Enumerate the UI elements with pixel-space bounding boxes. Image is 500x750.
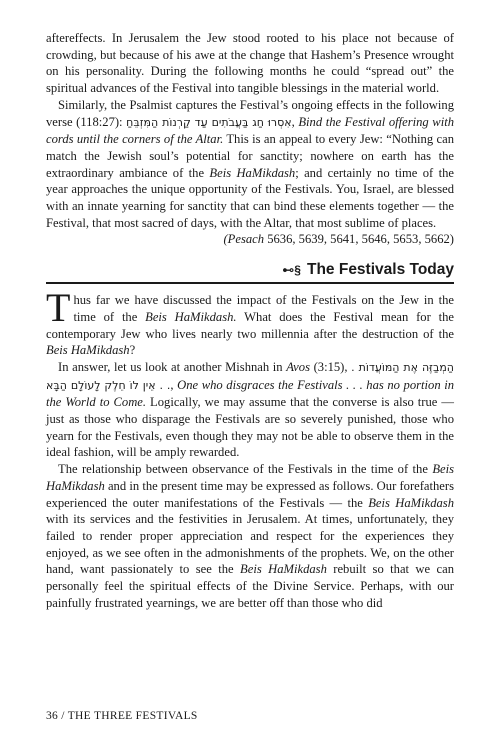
paragraph-thus-far [46,285,454,359]
hebrew-verse-psalm: אִסְרוּ חַג בַּעֲבֹתִים עַד קַרְנוֹת הַמִּזְבֵּחַ [126,115,292,129]
term-beis-hamikdash: Beis HaMikdash. [145,309,237,324]
paragraph-psalmist-body: This is an appeal to every Jew: “Nothing can match the Jewish soul’s potential for sanctity; nowhere on earth has the extraordinary ambiance of the [46,132,454,180]
paragraph-psalmist: Similarly, the Psalmist captures the Festival’s ongoing effects in the following verse (118:27): אִסְרוּ חַג בַּעֲבֹתִים עַד קַרְנוֹת הַמִּזְבֵּחַ, Bind the Festival offering with cords until the corners of the Altar. This is an appeal to every Jew: “Nothing can match the Jewish soul’s potential for sanctity; nowhere on earth has the extraordinary ambiance of the Beis HaMikdash; and certainly no time of the year approaches the unique opportunity of the Festivals. You, Israel, are blessed with an innate yearning for sanctity that can bind these elements together — the Festival, that most sacred of days, with the Altar, that most sublime of places. [46,97,455,230]
paragraph-relationship-d: rebuilt so that we can personally feel the spiritual effects of the Divine Service. Perhaps, with our painfully frustrated yearnings, we are better off than those who did [46,562,454,610]
mishnah-translation: One who disgraces the Festivals . . . has no portion in the World to Come. [46,377,455,410]
section-heading [46,261,454,284]
paragraph-aftereffects: aftereffects. In Jerusalem the Jew stood rooted to his place not because of crowding, but because of his awe at the change that Hashem’s Presence wrought on his personality. During the following months he could “spread out” the spiritual advances of the Festival into tangible blessings in the material world. [46,31,454,96]
source-citation [223,231,454,248]
term-avos: Avos [286,359,310,374]
paragraph-relationship [46,461,454,611]
term-beis-hamikdash: Beis HaMikdash [240,562,327,577]
citation-years: 5636, 5639, 5641, 5646, 5653, 5662) [264,232,454,247]
term-beis-hamikdash: Beis HaMikdash [46,462,454,493]
paragraph-relationship-c: with its services and the festivities in Jerusalem. At times, unfortunately, they failed to render proper appreciation and respect for the experiences they enjoyed, as we see often in the admonishments of the prophets. We, on the other hand, want passionately to see the [46,512,454,577]
verse-translation: Bind the Festival offering with cords until the corners of the Altar. [46,114,454,147]
term-beis-hamikdash: Beis HaMikdash [209,165,296,180]
drop-cap: T [46,285,71,331]
term-beis-hamikdash: Beis HaMikdash [46,343,130,358]
paragraph-in-answer-c: Logically, we may assume that the converse is also true — just as those who disparage the Festivals are so severely punished, those who yearn for the Festivals, even though they may not be able to observe them in the ideal fashion, will be amply rewarded. [46,395,454,460]
term-beis-hamikdash: Beis HaMikdash [368,495,455,510]
paragraph-in-answer-b: (3:15), [309,359,352,374]
paragraph-psalmist-intro: Similarly, the Psalmist captures the Festival’s ongoing effects in the following verse (118:27): [46,97,454,129]
citation-work: (Pesach [223,232,265,247]
paragraph-relationship-b: and in the present time may be expressed as follows. Our forefathers experienced the outer manifestations of the Festivals — the [46,478,454,510]
paragraph-in-answer-a: In answer, let us look at another Mishnah in [58,359,287,374]
paragraph-psalmist-end: ; and certainly no time of the year approaches the unique opportunity of the Festivals. You, Israel, are blessed with an innate yearning for sanctity that can bind these elements together — the Festival, that most sacred of days, with the Altar, that most sublime of places. [46,165,455,230]
paragraph-thus-far-b: What does the Festival mean for the contemporary Jew who lives nearly two millennia after the destruction of the [46,309,454,341]
paragraph-thus-far-a: hus far we have discussed the impact of the Festivals on the Jew in the time of the [73,293,454,324]
section-title: The Festivals Today [306,261,454,279]
hebrew-mishnah-quote: הַמְבַזֶּה אֶת הַמּוֹעֲדוֹת . . . אֵין לוֹ חֵלֶק לָעוֹלָם הַבָּא [46,360,454,392]
citation-row [46,231,454,248]
paragraph-relationship-a: The relationship between observance of the Festivals in the time of the [58,462,433,477]
paragraph-thus-far-c: ? [129,343,136,358]
section-ornament-icon: ⊷§ [282,263,301,278]
page-footer: 36 / THE THREE FESTIVALS [46,710,198,722]
paragraph-in-answer: In answer, let us look at another Mishnah in Avos (3:15), הַמְבַזֶּה אֶת הַמּוֹעֲדוֹת . . . אֵין לוֹ חֵלֶק לָעוֹלָם הַבָּא, One who disgraces the Festivals . . . has no portion in the World to Come. Logically, we may assume that the converse is also true — just as those who disparage the Festivals are so severely punished, those who yearn for the Festivals, even though they may not be able to observe them in the ideal fashion, will be amply rewarded. [46,359,455,460]
